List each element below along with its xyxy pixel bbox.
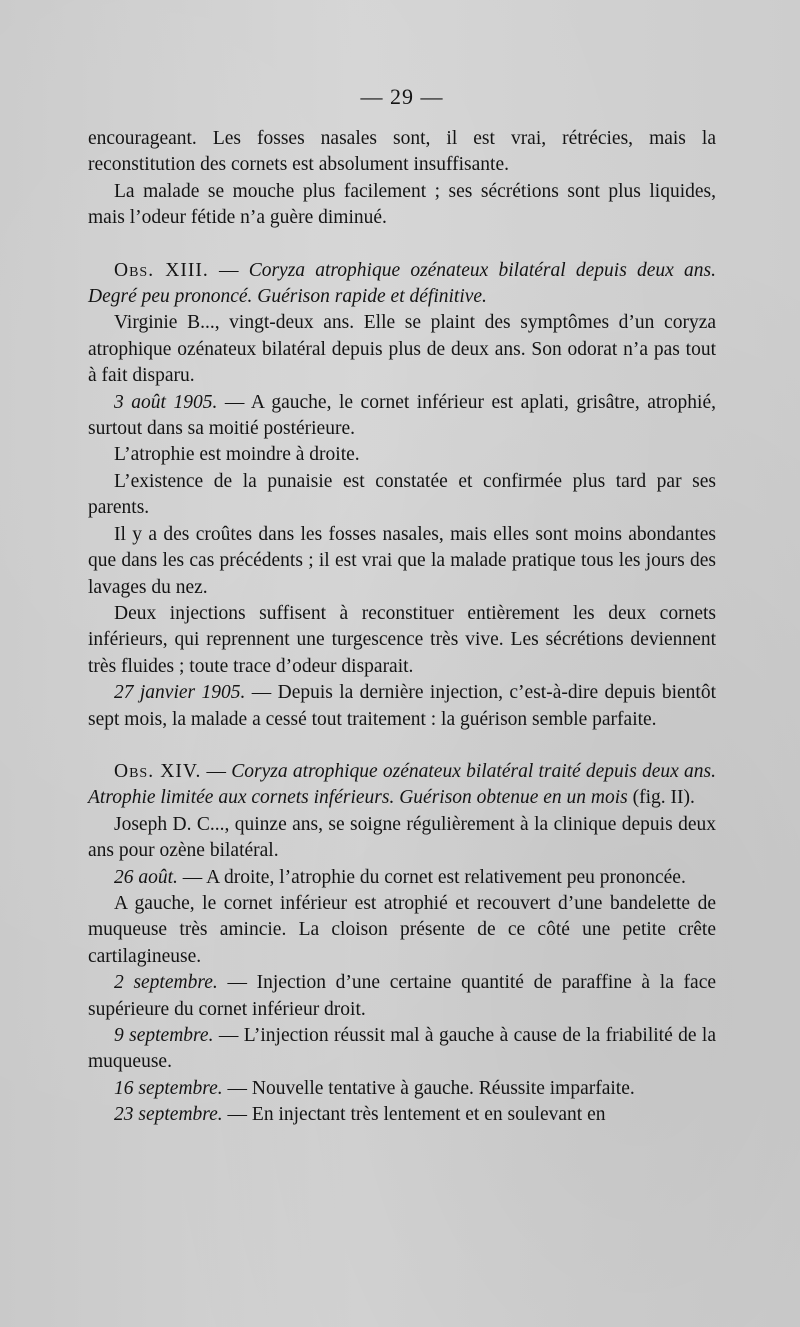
obs-14-title: Coryza atrophique ozénateux bilatéral traité depuis deux ans. Atrophie limitée aux cornets inférieurs. Guérison obtenue en un mois — [88, 760, 717, 809]
obs-14-entry-2-date: 2 septembre. — [114, 972, 218, 994]
obs-14-entry-1-date: 26 août. — [114, 866, 178, 888]
obs-14-entry-5-date: 23 septembre. — [114, 1104, 223, 1126]
obs-14-entry-5-text: — En injectant très lentement et en soulevant en — [222, 1104, 606, 1126]
obs-14-figure-ref: (fig. II). — [627, 787, 695, 809]
obs-14-heading — [88, 759, 716, 812]
obs-14-entry-2 — [88, 970, 716, 1023]
obs-14-paragraph-1: Joseph D. C..., quinze ans, se soigne régulièrement à la clinique depuis deux ans pour ozène bilatéral. — [88, 813, 716, 862]
obs-14-label: Obs. XIV. — [114, 760, 202, 782]
obs-13-entry-2-text: — Depuis la dernière injection, c’est-à-dire depuis bientôt sept mois, la malade a cessé tout traitement : la guérison semble parfaite. — [88, 682, 716, 730]
obs-13-entry-1-text: — A gauche, le cornet inférieur est aplati, grisâtre, atrophié, surtout dans sa moitié postérieure. — [88, 391, 716, 440]
obs-13-entry-2-date: 27 janvier 1905. — [114, 682, 246, 704]
obs-14-entry-4-date: 16 septembre. — [114, 1077, 223, 1099]
obs-13-heading — [88, 258, 716, 311]
obs-13-paragraph-2: L’atrophie est moindre à droite. — [114, 444, 360, 466]
book-page — [88, 84, 716, 1129]
obs-14-entry-1 — [88, 865, 716, 891]
obs-13-dash: — — [208, 259, 249, 281]
obs-13-paragraph-3: L’existence de la punaisie est constatée et confirmée plus tard par ses parents. — [88, 470, 716, 519]
obs-13-title: Coryza atrophique ozénateux bilatéral depuis deux ans. Degré peu prononcé. Guérison rapide et définitive. — [88, 259, 717, 308]
obs-13-paragraph-5: Deux injections suffisent à reconstituer entièrement les deux cornets inférieurs, qui reprennent une turgescence très vive. Les sécrétions deviennent très fluides ; toute trace d’odeur disparait. — [88, 602, 716, 677]
page-number: — 29 — — [360, 84, 444, 109]
intro-paragraph-1: encourageant. Les fosses nasales sont, il est vrai, rétrécies, mais la reconstitution des cornets est absolument insuffisante. — [88, 128, 716, 176]
obs-14-entry-4-text: — Nouvelle tentative à gauche. Réussite imparfaite. — [222, 1077, 635, 1099]
obs-14-entry-2-text: — Injection d’une certaine quantité de paraffine à la face supérieure du cornet inférieur droit. — [88, 972, 717, 1020]
obs-13-entry-1-date: 3 août 1905. — [114, 391, 218, 413]
obs-14-entry-3 — [88, 1023, 716, 1076]
obs-13-paragraph-4: Il y a des croûtes dans les fosses nasales, mais elles sont moins abondantes que dans les cas précédents ; il est vrai que la malade pratique tous les jours des lavages du nez. — [88, 523, 716, 598]
obs-14-entry-3-date: 9 septembre. — [114, 1025, 214, 1046]
obs-14-dash: — — [201, 760, 232, 782]
obs-13-label: Obs. XIII. — [114, 259, 209, 281]
obs-13-paragraph-1: Virginie B..., vingt-deux ans. Elle se plaint des symptômes d’un coryza atrophique ozénateux bilatéral depuis plus de deux ans. Son odorat n’a pas tout à fait disparu. — [88, 312, 716, 387]
obs-14-entry-5 — [88, 1102, 716, 1128]
obs-13-entry-1 — [88, 390, 716, 443]
obs-14-entry-3-text: — L’injection réussit mal à gauche à cause de la friabilité de la muqueuse. — [88, 1025, 717, 1073]
obs-13-entry-2 — [88, 680, 716, 733]
obs-14-entry-4 — [88, 1076, 716, 1102]
obs-14-entry-1-text: — A droite, l’atrophie du cornet est relativement peu prononcée. — [177, 866, 686, 888]
intro-paragraph-2: La malade se mouche plus facilement ; ses sécrétions sont plus liquides, mais l’odeur fétide n’a guère diminué. — [88, 180, 716, 229]
obs-14-paragraph-2: A gauche, le cornet inférieur est atrophié et recouvert d’une bandelette de muqueuse très amincie. La cloison présente de ce côté une petite crête cartilagineuse. — [88, 892, 716, 967]
